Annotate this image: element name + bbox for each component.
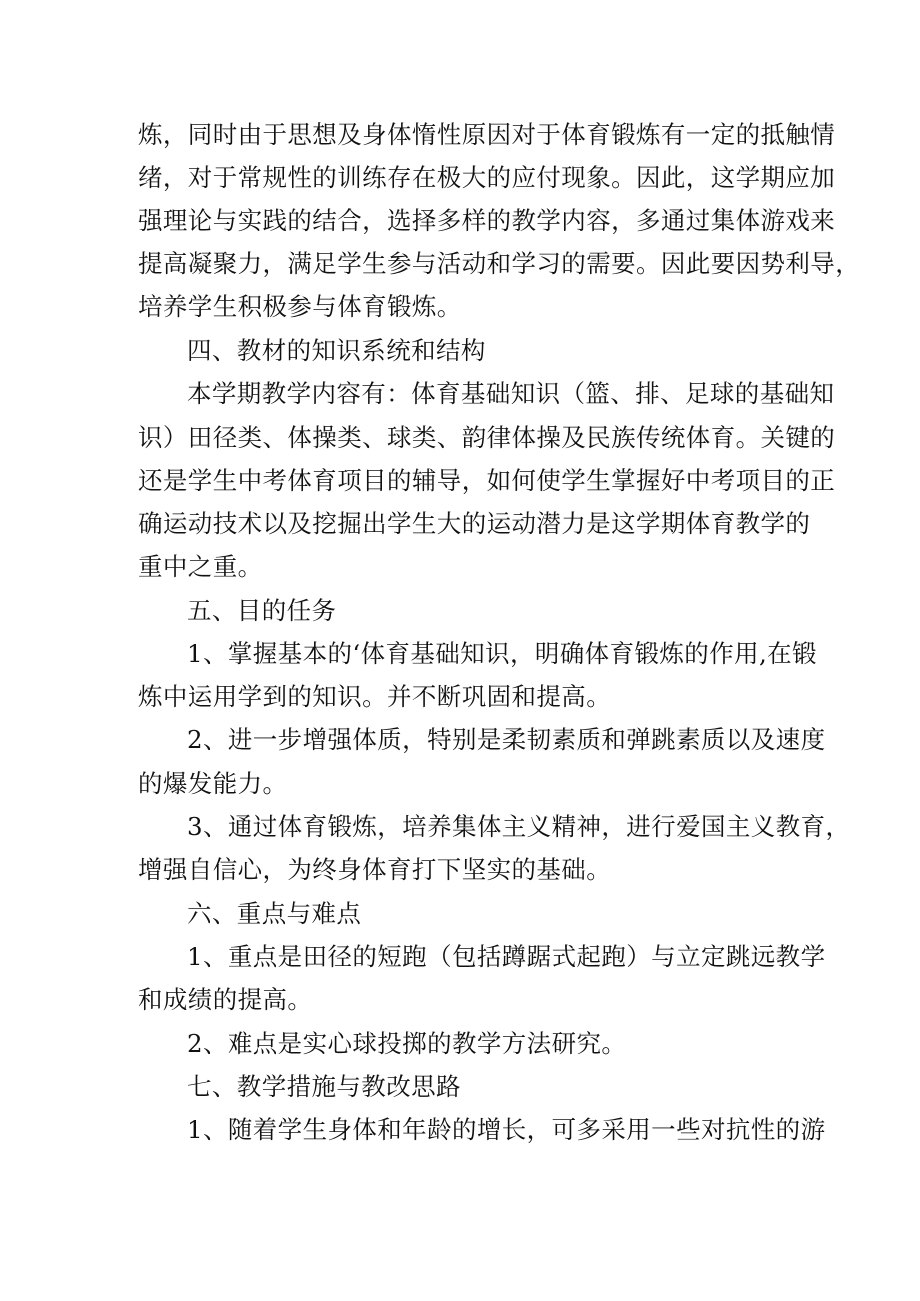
- section-heading: 六、重点与难点: [187, 899, 362, 928]
- text-line: 的爆发能力。: [138, 769, 288, 798]
- text-line: 1、随着学生身体和年龄的增长，可多采用一些对抗性的游: [187, 1115, 826, 1144]
- text-line: 识）田径类、体操类、球类、韵律体操及民族传统体育。关键的: [138, 423, 836, 452]
- text-line: 绪，对于常规性的训练存在极大的应付现象。因此，这学期应加: [138, 163, 836, 192]
- text-line: 重中之重。: [138, 552, 263, 581]
- text-line: 确运动技术以及挖掘出学生大的运动潜力是这学期体育教学的: [138, 509, 811, 538]
- text-line: 炼中运用学到的知识。并不断巩固和提高。: [138, 682, 612, 711]
- text-line: 2、难点是实心球投掷的教学方法研究。: [187, 1029, 627, 1058]
- text-line: 还是学生中考体育项目的辅导，如何使学生掌握好中考项目的正: [138, 466, 836, 495]
- text-line: 强理论与实践的结合，选择多样的教学内容，多通过集体游戏来: [138, 206, 836, 235]
- section-heading: 四、教材的知识系统和结构: [187, 336, 486, 365]
- text-line: 3、通过体育锻炼，培养集体主义精神，进行爱国主义教育，: [187, 812, 851, 841]
- text-line: 1、重点是田径的短跑（包括蹲踞式起跑）与立定跳远教学: [187, 942, 826, 971]
- text-line: 提高凝聚力，满足学生参与活动和学习的需要。因此要因势利导，: [138, 249, 861, 278]
- text-line: 本学期教学内容有：体育基础知识（篮、排、足球的基础知: [187, 379, 835, 408]
- text-line: 2、进一步增强体质，特别是柔韧素质和弹跳素质以及速度: [187, 725, 826, 754]
- text-line: 和成绩的提高。: [138, 985, 313, 1014]
- text-line: 增强自信心，为终身体育打下坚实的基础。: [138, 855, 612, 884]
- section-heading: 五、目的任务: [187, 596, 337, 625]
- section-heading: 七、教学措施与教改思路: [187, 1072, 461, 1101]
- text-line: 培养学生积极参与体育锻炼。: [138, 292, 462, 321]
- text-line: 炼，同时由于思想及身体惰性原因对于体育锻炼有一定的抵触情: [138, 120, 836, 149]
- text-line: 1、掌握基本的‘体育基础知识，明确体育锻炼的作用,在锻: [187, 639, 817, 668]
